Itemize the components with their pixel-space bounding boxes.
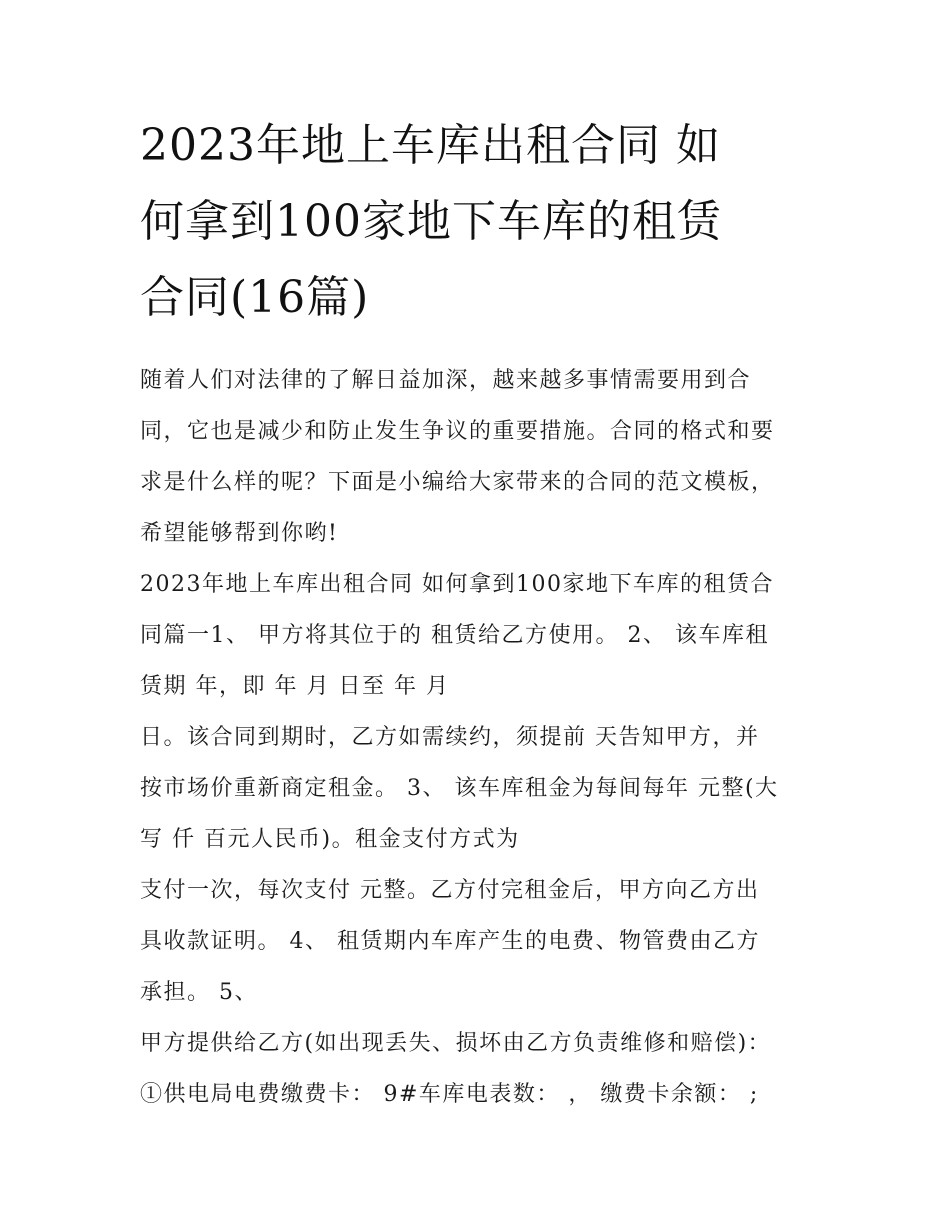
body-line-12: 具收款证明。 4、 租赁期内车库产生的电费、物管费由乙方 (140, 929, 760, 954)
body-line-6: 同篇一1、 甲方将其位于的 租赁给乙方使用。 2、 该车库租 (140, 623, 769, 648)
body-line-5: 2023年地上车库出租合同 如何拿到100家地下车库的租赁合 (140, 572, 774, 597)
body-line-2: 同，它也是减少和防止发生争议的重要措施。合同的格式和要 (140, 419, 775, 444)
body-line-3: 求是什么样的呢？下面是小编给大家带来的合同的范文模板， (140, 470, 775, 495)
body-line-15: ①供电局电费缴费卡： 9#车库电表数： ， 缴费卡余额： ; (140, 1082, 759, 1107)
body-line-13: 承担。 5、 (140, 980, 258, 1005)
title-line-1: 2023年地上车库出租合同 如 (140, 120, 721, 171)
title-line-2: 何拿到100家地下车库的租赁 (140, 196, 722, 247)
body-line-9: 按市场价重新商定租金。 3、 该车库租金为每间每年 元整(大 (140, 776, 779, 801)
body-line-8: 日。该合同到期时，乙方如需续约，须提前 天告知甲方，并 (140, 725, 760, 750)
title-line-3: 合同(16篇) (140, 272, 370, 323)
body-line-4: 希望能够帮到你哟! (140, 521, 339, 546)
body-line-11: 支付一次，每次支付 元整。乙方付完租金后，甲方向乙方出 (140, 878, 760, 903)
body-line-14: 甲方提供给乙方(如出现丢失、损坏由乙方负责维修和赔偿)： (140, 1031, 772, 1056)
body-line-10: 写 仟 百元人民币)。租金支付方式为 (140, 827, 520, 852)
body-line-1: 随着人们对法律的了解日益加深，越来越多事情需要用到合 (140, 368, 752, 393)
body-line-7: 赁期 年，即 年 月 日至 年 月 (140, 674, 450, 699)
document-body (140, 355, 830, 1120)
document-title (140, 108, 820, 336)
